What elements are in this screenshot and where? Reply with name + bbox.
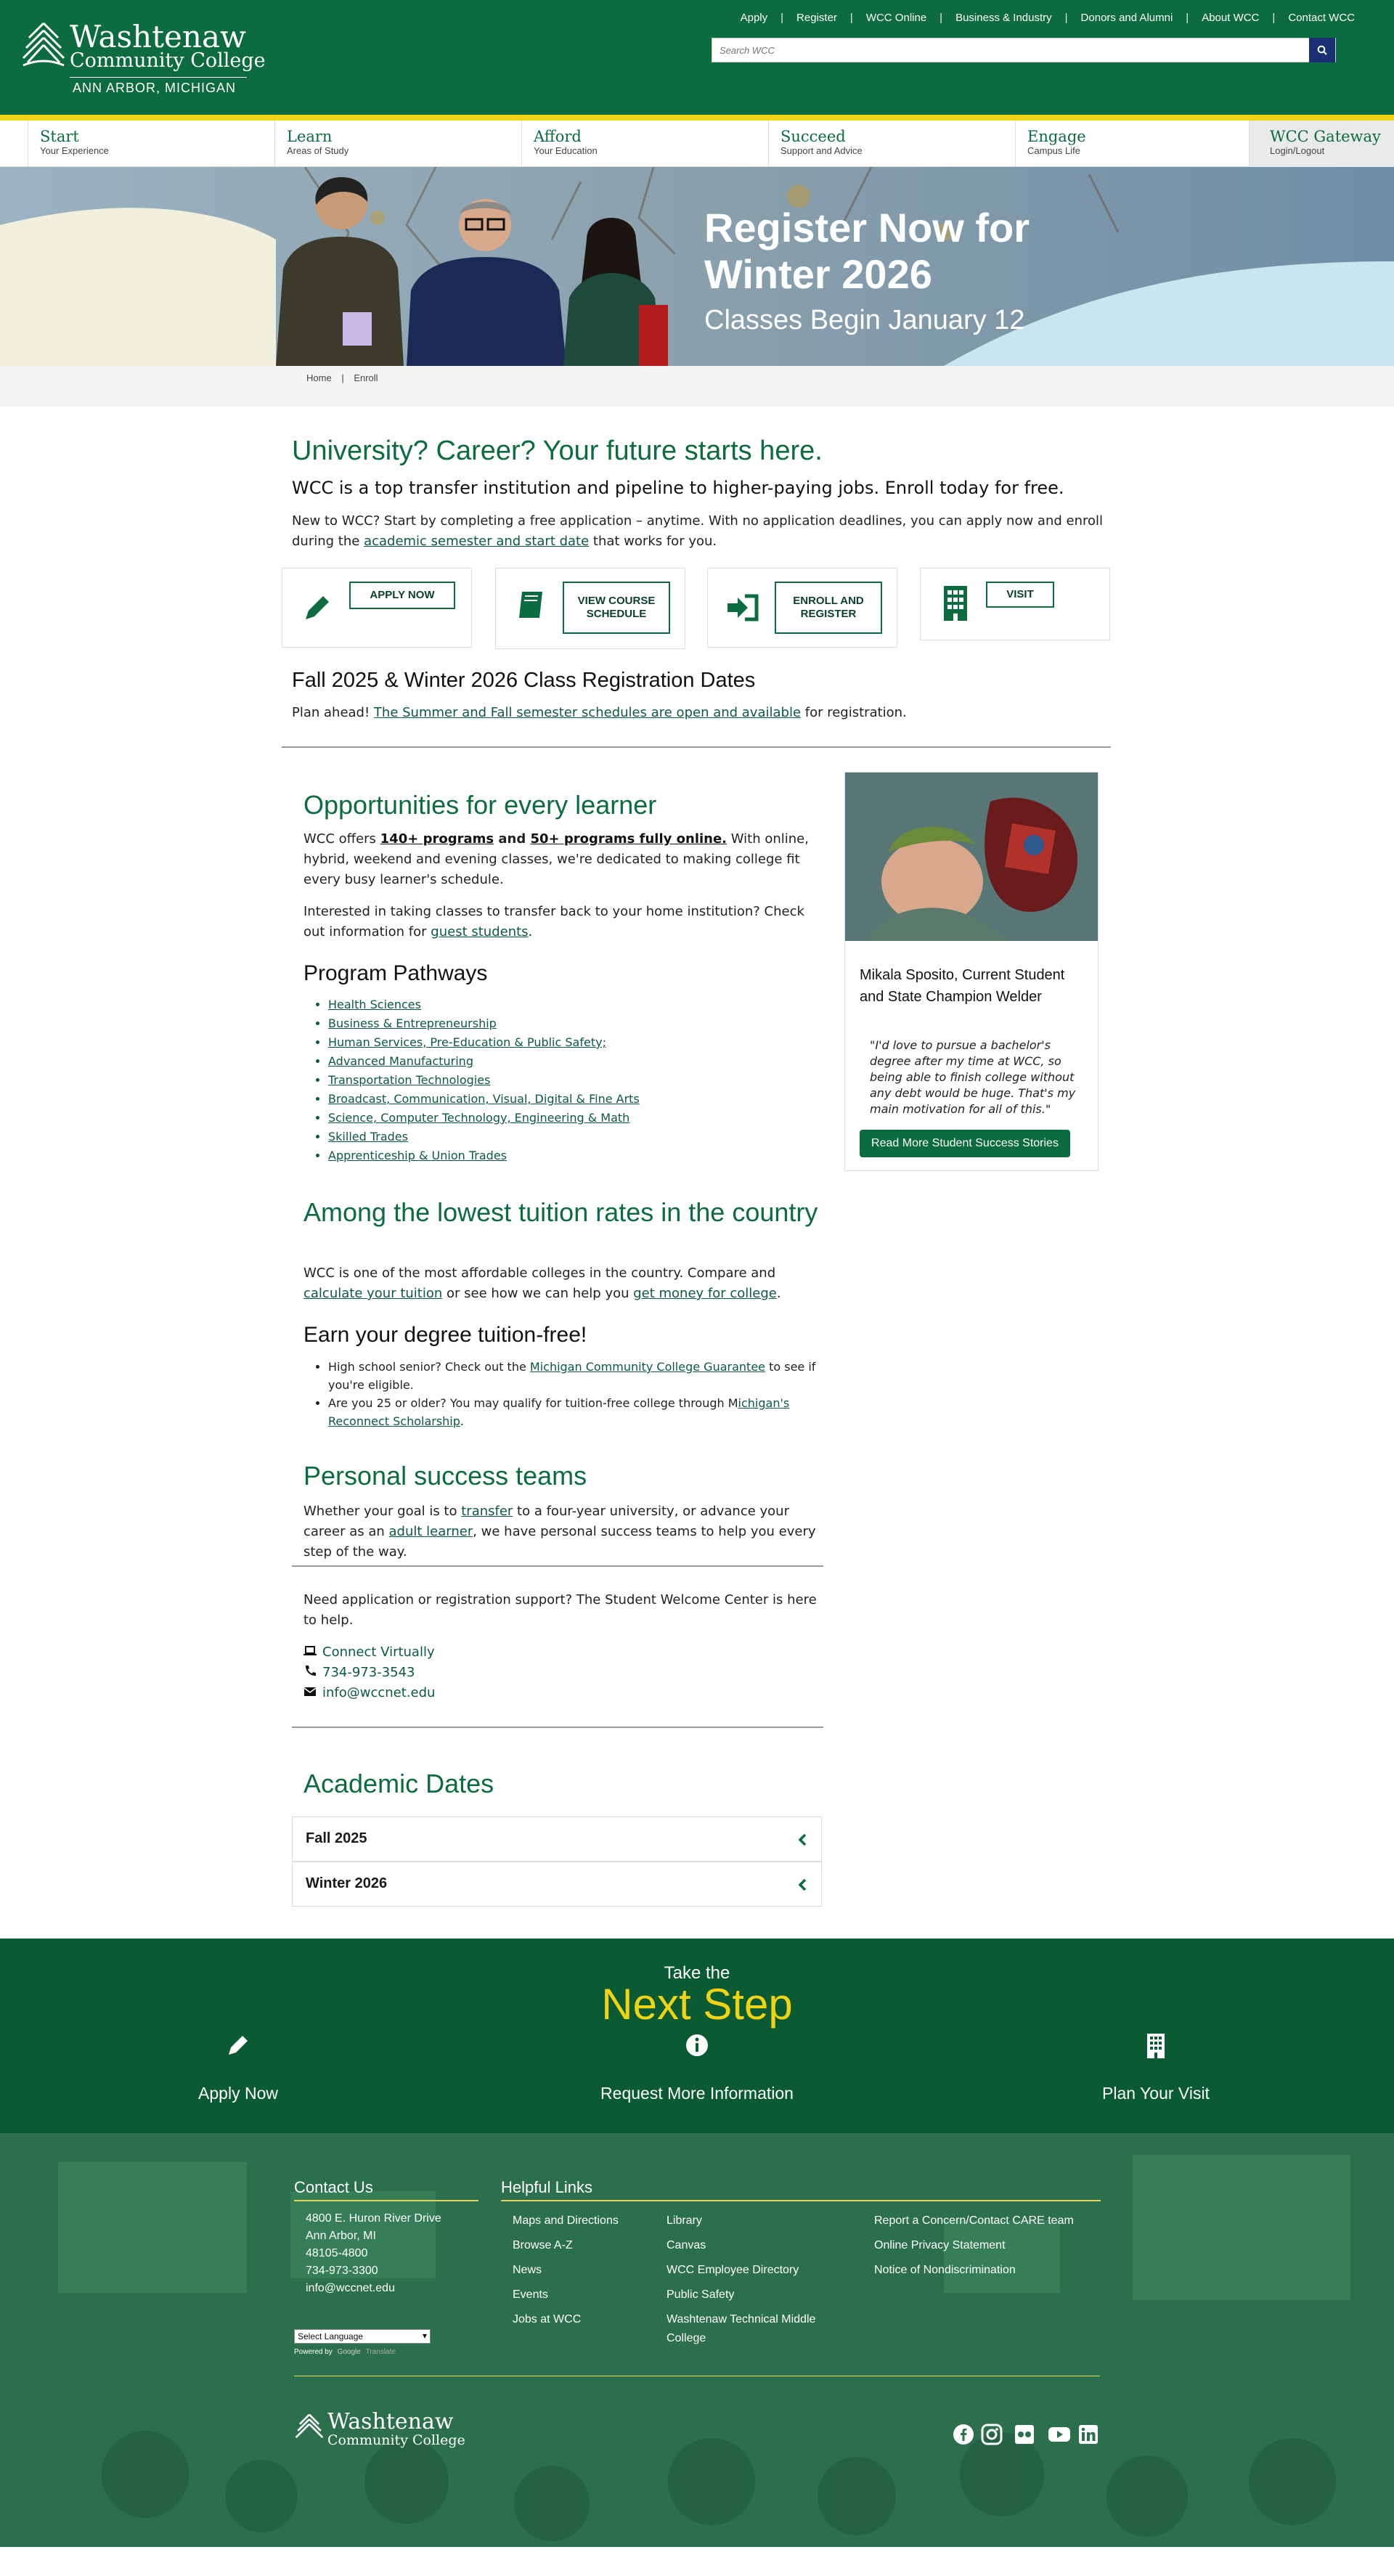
instagram-icon[interactable] [981, 2424, 1003, 2445]
section-divider [292, 1727, 823, 1728]
guest-students-link[interactable]: guest students [431, 924, 529, 939]
nav-title: Learn [287, 128, 333, 145]
support-contacts [303, 1642, 435, 1703]
footer-link[interactable]: Maps and Directions [513, 2214, 619, 2227]
util-link-business[interactable]: Business & Industry [955, 12, 1052, 24]
footer-link[interactable]: WCC Employee Directory [667, 2264, 799, 2276]
accordion-label: Fall 2025 [306, 1830, 367, 1846]
registration-body [292, 703, 907, 723]
opportunities-text: and [494, 831, 531, 847]
opportunities-p2 [303, 902, 826, 942]
next-item-label: Request More Information [600, 2084, 794, 2103]
nav-subtitle: Campus Life [1027, 145, 1080, 156]
cta-card-schedule [495, 568, 685, 649]
nav-subtitle: Your Education [534, 145, 598, 156]
breadcrumb-current: Enroll [354, 372, 378, 383]
nav-item-learn[interactable] [274, 121, 521, 167]
intro-title: University? Career? Your future starts here. [292, 436, 823, 466]
calculate-tuition-link[interactable]: calculate your tuition [303, 1286, 443, 1301]
cta-card-apply [282, 568, 472, 648]
bullet-text: High school senior? Check out the [328, 1360, 530, 1374]
main-nav [0, 121, 1394, 167]
success-body [303, 1501, 826, 1562]
nav-item-start[interactable] [28, 121, 274, 167]
laptop-icon [303, 1646, 317, 1656]
footer-link[interactable]: Jobs at WCC [513, 2313, 582, 2326]
opportunities-text: Interested in taking classes to transfer back to your home institution? Check out information for [303, 904, 804, 939]
bullet-text: . [460, 1414, 464, 1428]
list-item[interactable] [328, 1033, 826, 1052]
search-bar [712, 38, 1336, 62]
visit-button[interactable]: VISIT [986, 582, 1054, 608]
intro-lead: WCC is a top transfer institution and pipeline to higher-paying jobs. Enroll today for free. [292, 478, 1064, 498]
success-text: Whether your goal is to [303, 1504, 462, 1519]
list-item [328, 1394, 826, 1430]
accordion-fall-2025[interactable] [292, 1817, 822, 1862]
phone-icon [303, 1665, 317, 1676]
accordion-winter-2026[interactable] [292, 1862, 822, 1907]
student-quote: "I'd love to pursue a bachelor's degree after my time at WCC, so being able to finish college without any debt would be huge. That's my main motivation for all of this." [870, 1038, 1076, 1116]
nav-subtitle: Login/Logout [1270, 145, 1325, 156]
list-item[interactable] [328, 1109, 826, 1128]
footer-link[interactable]: Report a Concern/Contact CARE team [874, 2214, 1074, 2227]
footer-divider [501, 2200, 1101, 2201]
util-link-apply[interactable]: Apply [740, 12, 768, 24]
footer-logo[interactable] [294, 2410, 483, 2454]
nav-item-succeed[interactable] [768, 121, 1015, 167]
nav-title: WCC Gateway [1270, 128, 1381, 145]
pathway-link[interactable]: Apprenticeship & Union Trades [328, 1149, 508, 1162]
list-item[interactable] [328, 1128, 826, 1146]
nav-title: Start [40, 128, 79, 145]
next-request-info[interactable] [552, 2033, 842, 2103]
address-line: 4800 E. Huron River Drive [306, 2212, 441, 2225]
contact-title: Contact Us [294, 2178, 373, 2196]
translate-label[interactable]: Translate [365, 2348, 396, 2356]
cta-card-visit [920, 568, 1110, 640]
phone-number: 734-973-3543 [322, 1665, 415, 1680]
tuition-text: . [776, 1286, 781, 1301]
opportunities-p1 [303, 829, 826, 890]
opportunities-text: WCC offers [303, 831, 380, 847]
nav-subtitle: Your Experience [40, 145, 109, 156]
nav-subtitle: Areas of Study [287, 145, 349, 156]
footer-link[interactable]: Online Privacy Statement [874, 2239, 1006, 2251]
student-photo [845, 773, 1098, 941]
next-item-label: Plan Your Visit [1102, 2084, 1210, 2103]
tuition-free-list [303, 1358, 826, 1430]
tuition-text: or see how we can help you [442, 1286, 634, 1301]
connect-virtually-label: Connect Virtually [322, 1644, 435, 1660]
util-link-about[interactable]: About WCC [1202, 12, 1260, 24]
next-step-kicker: Take the [664, 1963, 730, 1983]
breadcrumb: Home | Enroll [306, 372, 378, 383]
support-text: Need application or registration support? The Student Welcome Center is here to help. [303, 1592, 817, 1628]
logo-city: ANN ARBOR, MICHIGAN [73, 81, 237, 95]
footer-link[interactable]: News [513, 2264, 542, 2276]
book-icon [512, 583, 550, 627]
search-icon [1317, 45, 1327, 55]
opportunities-text: . [528, 924, 533, 939]
intro-body [292, 511, 1112, 552]
mi-guarantee-link[interactable]: Michigan Community College Guarantee [529, 1360, 766, 1374]
pencil-icon [226, 2033, 250, 2058]
transfer-link[interactable]: transfer [461, 1504, 513, 1519]
flickr-icon[interactable] [1014, 2424, 1035, 2445]
list-item[interactable] [328, 1052, 826, 1071]
helpful-links-col2 [667, 2209, 855, 2348]
page-bottom [0, 2547, 1394, 2576]
pathway-link[interactable]: Science, Computer Technology, Engineering & Math [328, 1111, 630, 1125]
registration-text-end: for registration. [801, 705, 907, 720]
student-story-card [844, 772, 1099, 1171]
envelope-icon [303, 1687, 317, 1697]
opportunities-title: Opportunities for every learner [303, 790, 657, 820]
opportunities-text: With online, hybrid, weekend and evening classes, we're dedicated to making college fit every busy learner's schedule. [303, 831, 809, 887]
registration-title: Fall 2025 & Winter 2026 Class Registration Dates [292, 669, 756, 692]
helpful-links-title: Helpful Links [501, 2178, 592, 2196]
nav-item-gateway[interactable] [1249, 121, 1394, 167]
academic-semester-link[interactable]: academic semester and start date [364, 534, 590, 549]
nav-title: Afford [534, 128, 582, 145]
youtube-icon[interactable] [1048, 2424, 1071, 2445]
success-text: to a four-year university, or advance your career as an [303, 1504, 789, 1539]
next-item-label: Apply Now [198, 2084, 278, 2103]
chevron-left-icon [795, 1877, 811, 1893]
pathway-link[interactable]: Health Sciences [328, 998, 421, 1011]
success-title: Personal success teams [303, 1461, 587, 1491]
contact-email[interactable]: info@wccnet.edu [306, 2282, 395, 2294]
schedules-open-link[interactable]: The Summer and Fall semester schedules are open and available [373, 705, 802, 720]
footer-link[interactable]: Events [513, 2288, 548, 2301]
pathway-link[interactable]: Skilled Trades [328, 1130, 408, 1144]
next-step-band [0, 1939, 1394, 2133]
pathway-link[interactable]: Broadcast, Communication, Visual, Digital & Fine Arts [328, 1092, 640, 1106]
building-icon [937, 582, 974, 625]
section-divider [292, 1565, 823, 1567]
logo-mark-icon [294, 2412, 325, 2447]
email-link[interactable] [303, 1683, 435, 1703]
connect-virtually-link[interactable] [303, 1642, 435, 1663]
hero-subheading: Classes Begin January 12 [704, 305, 1025, 335]
email-address: info@wccnet.edu [322, 1685, 436, 1700]
powered-by-label: Powered by [294, 2348, 333, 2356]
helpful-links-col3 [874, 2209, 1074, 2283]
site-header [0, 0, 1394, 115]
bullet-text: Are you 25 or older? You may qualify for tuition-free college through M [328, 1396, 738, 1410]
wcc-logo[interactable] [20, 19, 266, 100]
pathway-link[interactable]: Business & Entrepreneurship [328, 1016, 497, 1030]
footer-divider [294, 2200, 478, 2201]
hero-heading [704, 205, 1030, 298]
pencil-icon [298, 586, 336, 629]
info-icon [685, 2033, 709, 2058]
footer-link[interactable]: Library [667, 2214, 702, 2227]
pathways-title: Program Pathways [303, 961, 488, 985]
apply-now-button[interactable]: APPLY NOW [349, 582, 455, 609]
next-plan-visit[interactable] [1083, 2033, 1228, 2103]
footer-link[interactable]: Notice of Nondiscrimination [874, 2264, 1016, 2276]
list-item[interactable] [328, 995, 826, 1014]
success-text: , we have personal success teams to help you every step of the way. [303, 1524, 816, 1560]
student-name: Mikala Sposito, Current Student and State Champion Welder [860, 967, 1065, 1005]
next-step-title: Next Step [601, 1980, 793, 2029]
logo-mark-icon [20, 20, 67, 71]
contact-phone[interactable]: 734-973-3300 [306, 2265, 378, 2277]
helpful-links-col1 [513, 2209, 619, 2332]
reconnect-scholarship-link[interactable]: ichigan's Reconnect Scholarship [328, 1396, 790, 1428]
search-input[interactable] [712, 38, 1308, 62]
footer-logo-name1: Washtenaw [327, 2409, 454, 2434]
search-button[interactable] [1309, 38, 1335, 62]
get-money-link[interactable]: get money for college [633, 1286, 777, 1301]
hero-illustration [0, 167, 1394, 366]
linkedin-icon[interactable] [1077, 2424, 1099, 2445]
phone-link[interactable] [303, 1663, 435, 1683]
address-line: Ann Arbor, MI [306, 2230, 376, 2242]
pathway-link[interactable]: Advanced Manufacturing [328, 1054, 473, 1068]
header-accent-stripe [0, 115, 1394, 121]
accordion-label: Winter 2026 [306, 1875, 388, 1891]
registration-text: Plan ahead! [292, 705, 374, 720]
tuition-body [303, 1263, 826, 1304]
sign-in-icon [724, 586, 762, 629]
google-logo: Google [337, 2348, 361, 2356]
hero-heading-line2: Winter 2026 [704, 251, 932, 297]
tuition-free-title: Earn your degree tuition-free! [303, 1323, 587, 1347]
footer-link[interactable]: Washtenaw Technical Middle College [667, 2313, 816, 2344]
bullet-text: to see if you're eligible. [328, 1360, 816, 1392]
powered-by [294, 2348, 396, 2356]
adult-learner-link[interactable]: adult learner [388, 1524, 473, 1539]
util-link-donors[interactable]: Donors and Alumni [1080, 12, 1173, 24]
chevron-left-icon [795, 1832, 811, 1848]
pathway-link[interactable]: Human Services, Pre-Education & Public Safety; [328, 1035, 606, 1049]
logo-name-secondary: Community College [70, 49, 266, 72]
facebook-icon[interactable] [953, 2424, 974, 2445]
list-item[interactable] [328, 1014, 826, 1033]
hero-banner[interactable] [0, 167, 1394, 366]
language-select[interactable] [294, 2329, 431, 2344]
building-icon [1146, 2033, 1166, 2059]
online-programs-link[interactable]: 50+ programs fully online. [530, 831, 727, 847]
read-more-stories-button[interactable]: Read More Student Success Stories [860, 1130, 1070, 1157]
footer-logo-name2: Community College [327, 2432, 465, 2448]
address-line: 48105-4800 [306, 2247, 368, 2259]
section-divider [282, 746, 1111, 748]
programs-link[interactable]: 140+ programs [380, 831, 494, 847]
util-link-wcc-online[interactable]: WCC Online [865, 12, 927, 24]
cta-card-enroll [707, 568, 897, 648]
utility-nav: Apply | Register | WCC Online | Business & Industry | Donors and Alumni | About WCC | Contact WCC [740, 12, 1355, 24]
list-item [328, 1358, 826, 1394]
list-item[interactable] [328, 1071, 826, 1090]
footer-link[interactable]: Public Safety [667, 2288, 735, 2301]
pathway-link[interactable]: Transportation Technologies [328, 1073, 491, 1087]
intro-body-text: New to WCC? Start by completing a free application – anytime. With no application deadlines, you can apply now and enroll during the [292, 513, 1104, 549]
breadcrumb-home[interactable]: Home [306, 372, 332, 383]
nav-item-afford[interactable] [521, 121, 768, 167]
next-apply-now[interactable] [166, 2033, 311, 2103]
hero-heading-line1: Register Now for [704, 205, 1030, 250]
footer-link[interactable]: Canvas [667, 2239, 706, 2251]
logo-name-primary: Washtenaw [70, 19, 246, 54]
intro-body-text-end: that works for you. [589, 534, 717, 549]
logo-divider [70, 77, 247, 78]
util-link-register[interactable]: Register [796, 12, 837, 24]
contact-address [306, 2210, 441, 2297]
footer-link[interactable]: Browse A-Z [513, 2239, 573, 2251]
view-course-schedule-button[interactable]: VIEW COURSE SCHEDULE [563, 582, 670, 634]
util-link-contact[interactable]: Contact WCC [1288, 12, 1355, 24]
list-item[interactable] [328, 1090, 826, 1109]
nav-title: Succeed [780, 128, 846, 145]
chevron-down-icon: ▾ [422, 2331, 427, 2341]
nav-title: Engage [1027, 128, 1086, 145]
breadcrumb-bar [0, 366, 1394, 407]
nav-item-engage[interactable] [1015, 121, 1249, 167]
nav-subtitle: Support and Advice [780, 145, 863, 156]
site-footer [0, 2133, 1394, 2547]
language-select-value: Select Language [298, 2331, 364, 2341]
tuition-text: WCC is one of the most affordable colleges in the country. Compare and [303, 1265, 776, 1281]
academic-dates-title: Academic Dates [303, 1769, 494, 1798]
list-item[interactable] [328, 1146, 826, 1165]
enroll-register-button[interactable]: ENROLL AND REGISTER [775, 582, 882, 634]
pathways-list [303, 995, 826, 1165]
tuition-title: Among the lowest tuition rates in the country [303, 1197, 818, 1227]
